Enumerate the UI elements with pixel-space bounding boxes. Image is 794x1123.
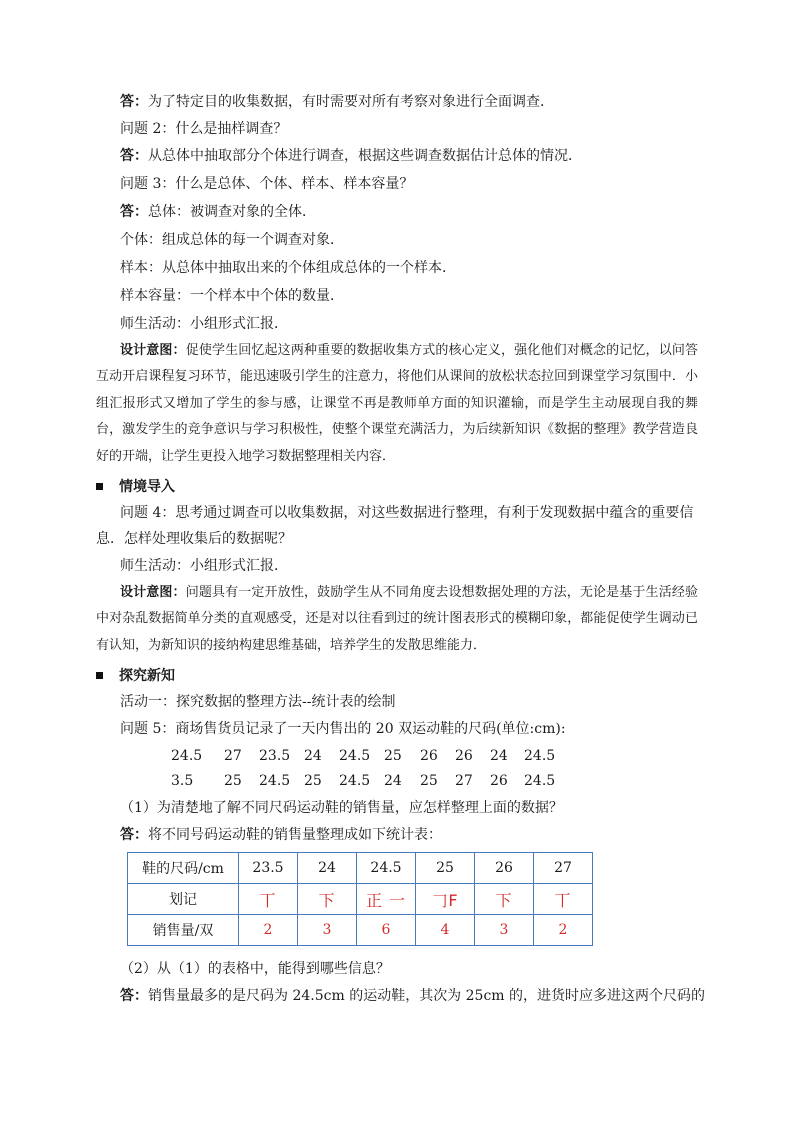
sales-count: 3	[475, 915, 534, 946]
data-value: 23.5	[259, 748, 291, 764]
square-bullet-icon	[96, 483, 103, 490]
section-heading-explore: 探究新知	[96, 663, 175, 689]
design-label: 设计意图：	[120, 585, 186, 600]
question-4: 问题 4：思考通过调查可以收集数据，对这些数据进行整理，有利于发现数据中蕴含的重要信息．怎样处理收集后的数据呢？	[96, 505, 694, 547]
teacher-student-activity-2: 师生活动：小组形式汇报．	[120, 558, 288, 574]
tally-mark: 𠃌F	[416, 884, 475, 915]
design-intent-1: 设计意图：促使学生回忆起这两种重要的数据收集方式的核心定义，强化他们对概念的记忆，以问答互动开启课程复习环节，能迅速吸引学生的注意力，将他们从课间的放松状态拉回到课堂学习氛围中．小组汇报形式又增加了学生的参与感，让课堂不再是教师单方面的知识灌输，而是学生主动展现自我的舞台，激发学生的竞争意识与学习积极性，使整个课堂充满活力，为后续新知识《数据的整理》教学营造良好的开端，让学生更投入地学习数据整理相关内容．	[96, 343, 698, 464]
data-value: 27	[224, 748, 242, 764]
question-3: 问题 3：什么是总体、个体、样本、样本容量？	[120, 176, 414, 192]
answer-label: 答：	[120, 988, 148, 1004]
data-value: 26	[490, 773, 508, 789]
design-label: 设计意图：	[120, 343, 186, 358]
square-bullet-icon	[96, 672, 103, 679]
teacher-student-activity-1: 师生活动：小组形式汇报．	[120, 316, 288, 332]
size-cell: 27	[534, 853, 593, 884]
sales-count: 2	[239, 915, 298, 946]
data-value: 27	[455, 773, 473, 789]
row-label-tally: 划记	[128, 884, 239, 915]
data-value: 3.5	[171, 773, 194, 789]
sales-count: 4	[416, 915, 475, 946]
row-label-size: 鞋的尺码/cm	[128, 853, 239, 884]
sales-count: 3	[298, 915, 357, 946]
tally-mark: 下	[475, 884, 534, 915]
table-row-sales	[128, 915, 593, 946]
table-row-tally	[128, 884, 593, 915]
data-value: 26	[455, 748, 473, 764]
design-intent-2: 设计意图：问题具有一定开放性，鼓励学生从不同角度去设想数据处理的方法，无论是基于生活经验中对杂乱数据简单分类的直观感受，还是对以往看到过的统计图表形式的模糊印象，都能促使学生调动已有认知，为新知识的接纳构建思维基础，培养学生的发散思维能力．	[96, 585, 698, 653]
answer-5: 答：销售量最多的是尺码为 24.5cm 的运动鞋，其次为 25cm 的，进货时应多进这两个尺码的	[120, 988, 706, 1004]
answer-1: 答：为了特定目的收集数据，有时需要对所有考察对象进行全面调查．	[120, 94, 554, 110]
question-2: 问题 2：什么是抽样调查？	[120, 121, 288, 137]
size-cell: 23.5	[239, 853, 298, 884]
data-value: 24.5	[524, 773, 556, 789]
sales-count: 2	[534, 915, 593, 946]
answer-4: 答：将不同号码运动鞋的销售量整理成如下统计表：	[120, 827, 442, 843]
row-label-sales: 销售量/双	[128, 915, 239, 946]
table-row-sizes	[128, 853, 593, 884]
answer-label: 答：	[120, 204, 148, 220]
data-value: 24.5	[339, 748, 371, 764]
answer-3: 答：总体：被调查对象的全体．	[120, 204, 316, 220]
data-value: 24	[490, 748, 508, 764]
data-value: 25	[304, 773, 322, 789]
tally-mark: 正 一	[357, 884, 416, 915]
data-value: 26	[420, 748, 438, 764]
definition-sample: 样本：从总体中抽取出来的个体组成总体的一个样本．	[120, 260, 456, 276]
data-value: 24.5	[339, 773, 371, 789]
tally-mark: 丅	[239, 884, 298, 915]
sub-question-1: （1）为清楚地了解不同尺码运动鞋的销售量，应怎样整理上面的数据？	[120, 800, 563, 816]
data-value: 24	[384, 773, 402, 789]
data-value: 24.5	[171, 748, 203, 764]
answer-label: 答：	[120, 94, 148, 110]
definition-sample-capacity: 样本容量：一个样本中个体的数量．	[120, 288, 344, 304]
data-value: 24.5	[524, 748, 556, 764]
size-cell: 24.5	[357, 853, 416, 884]
sales-count: 6	[357, 915, 416, 946]
section-heading-situation: 情境导入	[96, 474, 175, 500]
data-value: 25	[384, 748, 402, 764]
size-cell: 25	[416, 853, 475, 884]
sub-question-2: （2）从（1）的表格中，能得到哪些信息？	[120, 961, 390, 977]
size-cell: 26	[475, 853, 534, 884]
answer-2: 答：从总体中抽取部分个体进行调查，根据这些调查数据估计总体的情况．	[120, 148, 582, 164]
size-cell: 24	[298, 853, 357, 884]
activity-title: 活动一：探究数据的整理方法--统计表的绘制	[120, 694, 396, 710]
data-value: 24	[304, 748, 322, 764]
answer-label: 答：	[120, 148, 148, 164]
tally-mark: 下	[298, 884, 357, 915]
definition-individual: 个体：组成总体的每一个调查对象．	[120, 232, 344, 248]
question-5: 问题 5：商场售货员记录了一天内售出的 20 双运动鞋的尺码(单位:cm):	[120, 721, 566, 737]
data-value: 24.5	[259, 773, 291, 789]
data-value: 25	[224, 773, 242, 789]
data-value: 25	[420, 773, 438, 789]
answer-label: 答：	[120, 827, 148, 843]
tally-mark: 丅	[534, 884, 593, 915]
shoe-size-statistics-table	[127, 852, 593, 946]
